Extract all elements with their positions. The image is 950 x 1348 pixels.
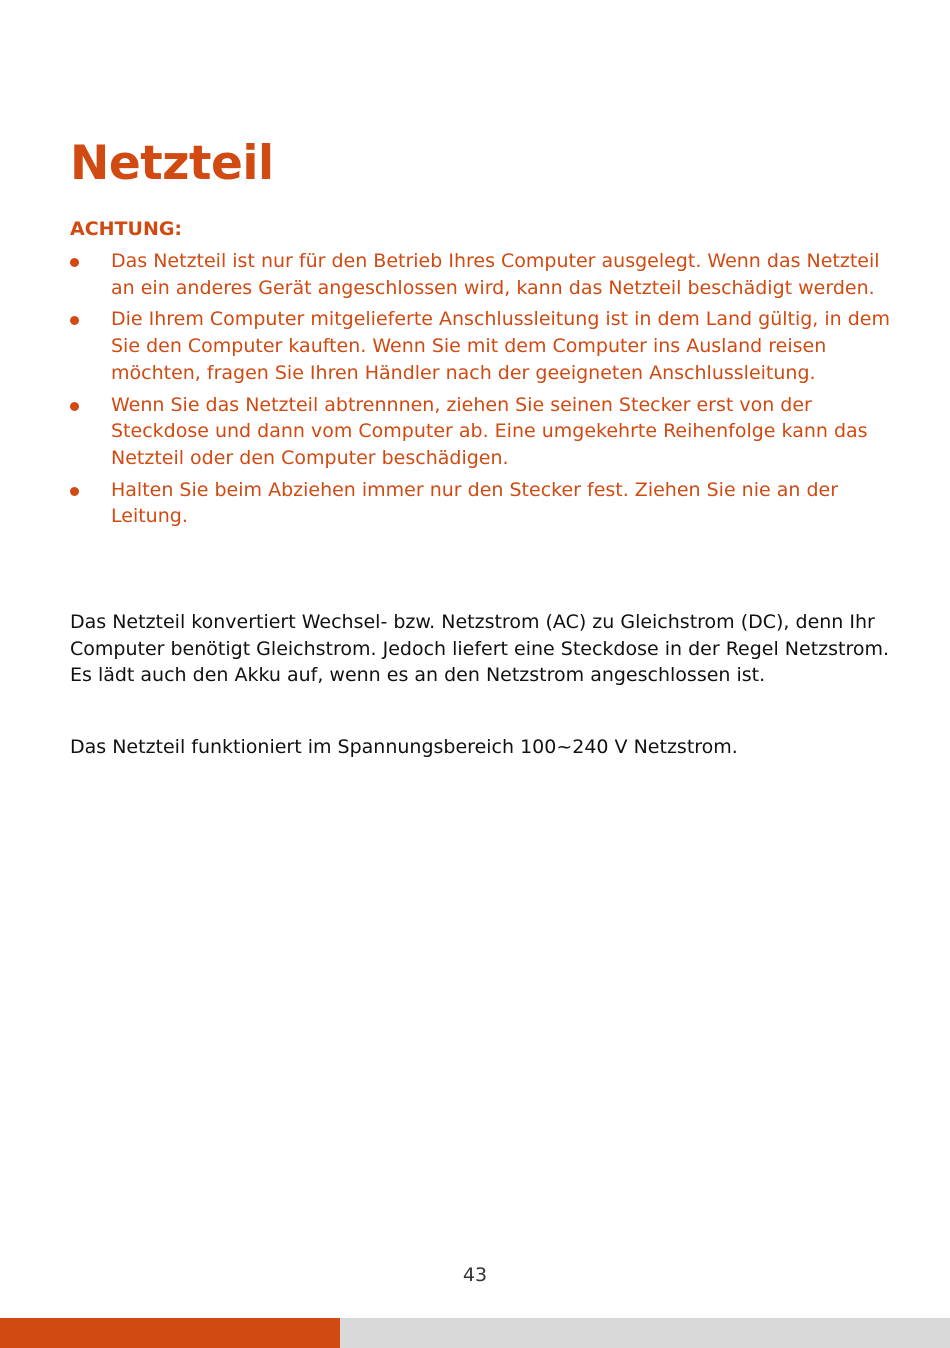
caution-item-text: Halten Sie beim Abziehen immer nur den Stecker fest. Ziehen Sie nie an der Leitung. — [111, 478, 839, 528]
bullet-icon — [70, 258, 79, 267]
body-paragraph: Das Netzteil funktioniert im Spannungsbereich 100~240 V Netzstrom. — [70, 736, 738, 758]
bullet-icon — [70, 316, 79, 325]
caution-item — [70, 248, 890, 301]
body-paragraph: Das Netzteil konvertiert Wechsel- bzw. Netzstrom (AC) zu Gleichstrom (DC), denn Ihr Computer benötigt Gleichstrom. Jedoch liefert eine Steckdose in der Regel Netzstrom. Es lädt auch den Akku auf, wenn es an den Netzstrom angeschlossen ist. — [70, 611, 890, 687]
caution-heading: ACHTUNG: — [70, 218, 183, 240]
bullet-icon — [70, 402, 79, 411]
footer-bar-grey — [340, 1318, 950, 1348]
caution-item-text: Das Netzteil ist nur für den Betrieb Ihres Computer ausgelegt. Wenn das Netzteil an ein anderes Gerät angeschlossen wird, kann das Netzteil beschädigt werden. — [111, 250, 880, 299]
page-number: 43 — [462, 1264, 488, 1286]
footer-bar-accent — [0, 1318, 340, 1348]
caution-item-text: Wenn Sie das Netzteil abtrennnen, ziehen Sie seinen Stecker erst von der Steckdose und dann vom Computer ab. Eine umgekehrte Reihenfolge kann das Netzteil oder den Computer beschädigen. — [111, 393, 868, 469]
caution-item — [70, 477, 890, 530]
caution-item-text: Die Ihrem Computer mitgelieferte Anschlussleitung ist in dem Land gültig, in dem Sie den Computer kauften. Wenn Sie mit dem Computer ins Ausland reisen möchten, fragen Sie Ihren Händler nach der geeigneten Anschlussleitung. — [111, 308, 890, 384]
caution-item — [70, 392, 890, 472]
page-title: Netzteil — [70, 136, 274, 191]
caution-item — [70, 306, 890, 386]
bullet-icon — [70, 487, 79, 496]
caution-list — [70, 248, 890, 535]
